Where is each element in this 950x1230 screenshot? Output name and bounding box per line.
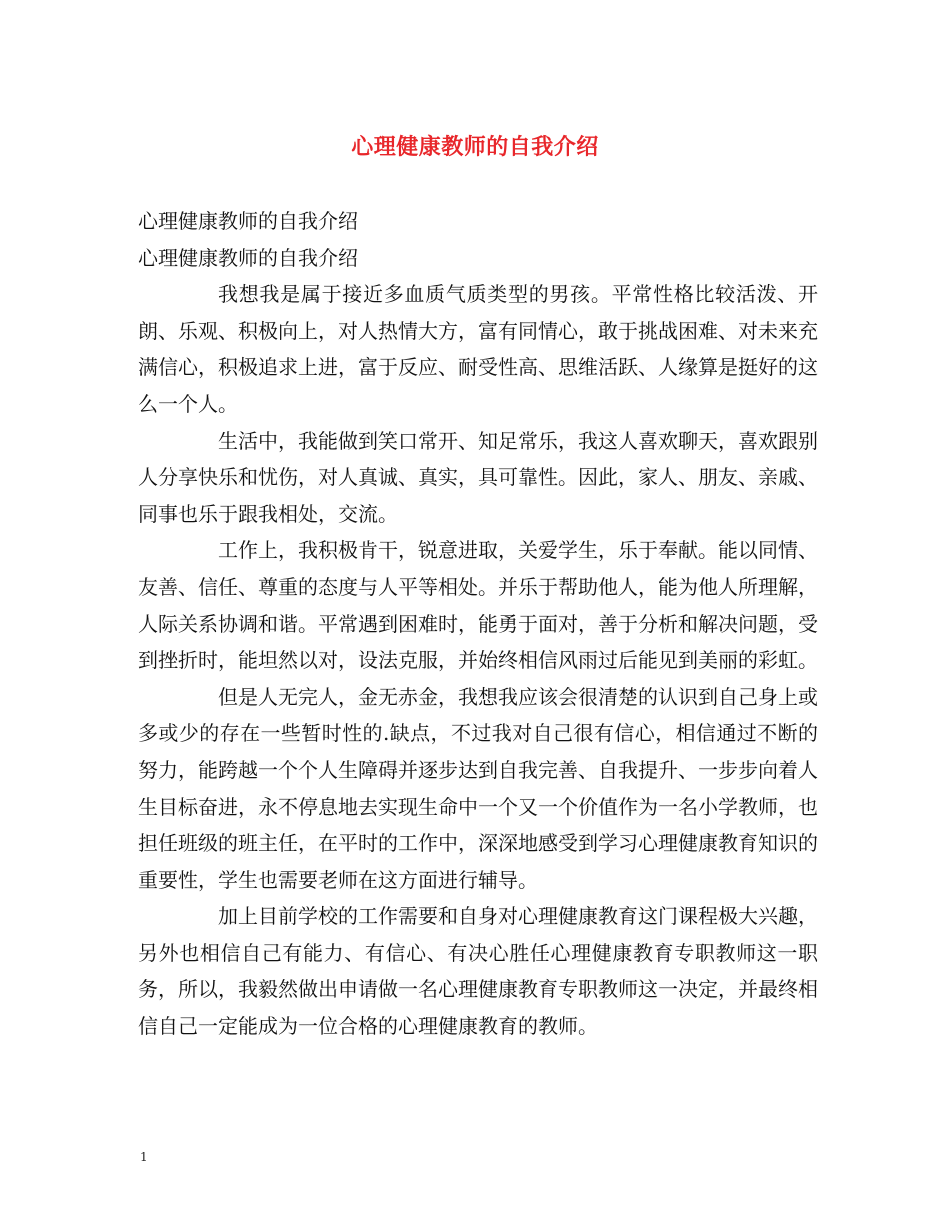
document-title: 心理健康教师的自我介绍 [351,134,599,160]
paragraph: 我想我是属于接近多血质气质类型的男孩。平常性格比较活泼、开朗、乐观、积极向上，对人热情大方，富有同情心，敢于挑战困难、对未来充满信心，积极追求上进，富于反应、耐受性高、思维活跃、人缘算是挺好的这么一个人。 [138,282,818,416]
page-number: 1 [140,1150,148,1164]
paragraph: 加上目前学校的工作需要和自身对心理健康教育这门课程极大兴趣，另外也相信自己有能力、有信心、有决心胜任心理健康教育专职教师这一职务，所以，我毅然做出申请做一名心理健康教育专职教师这一决定，并最终相信自己一定能成为一位合格的心理健康教育的教师。 [138,904,818,1039]
heading-line: 心理健康教师的自我介绍 [138,245,358,270]
heading-line: 心理健康教师的自我介绍 [138,209,358,233]
paragraph: 工作上，我积极肯干，锐意进取，关爱学生，乐于奉献。能以同情、友善、信任、尊重的态度与人平等相处。并乐于帮助他人，能为他人所理解，人际关系协调和谐。平常遇到困难时，能勇于面对，善于分析和解决问题，受到挫折时，能坦然以对，设法克服，并始终相信风雨过后能见到美丽的彩虹。 [138,538,818,673]
paragraph: 但是人无完人，金无赤金，我想我应该会很清楚的认识到自己身上或多或少的存在一些暂时性的.缺点，不过我对自己很有信心，相信通过不断的努力，能跨越一个个人生障碍并逐步达到自我完善、自我提升、一步步向着人生目标奋进，永不停息地去实现生命中一个又一个价值作为一名小学教师，也担任班级的班主任，在平时的工作中，深深地感受到学习心理健康教育知识的重要性，学生也需要老师在这方面进行辅导。 [138,684,818,892]
paragraph: 生活中，我能做到笑口常开、知足常乐，我这人喜欢聊天，喜欢跟别人分享快乐和忧伤，对人真诚、真实，具可靠性。因此，家人、朋友、亲戚、同事也乐于跟我相处，交流。 [138,428,818,526]
document-body [138,203,818,1045]
